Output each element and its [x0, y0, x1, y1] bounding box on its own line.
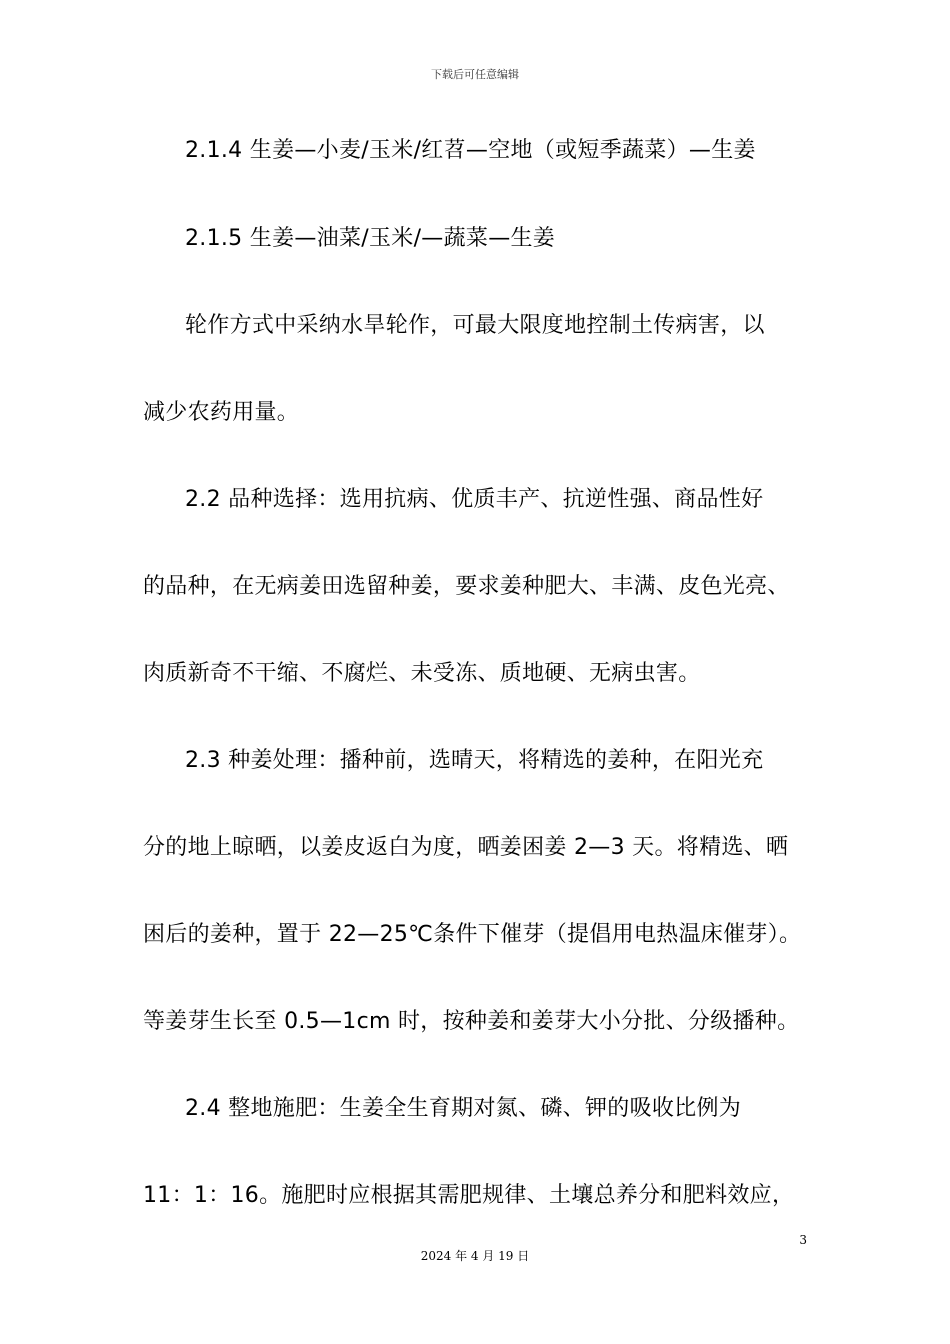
page-number: 3	[799, 1233, 807, 1247]
text-line: 2.3 种姜处理：播种前，选晴天，将精选的姜种，在阳光充	[185, 748, 764, 773]
text-line: 肉质新奇不干缩、不腐烂、未受冻、质地硬、无病虫害。	[143, 661, 701, 686]
text-line: 2.1.4 生姜—小麦/玉米/红苕—空地（或短季蔬菜）—生姜	[185, 138, 756, 163]
text-line: 11：1：16。施肥时应根据其需肥规律、土壤总养分和肥料效应，	[143, 1183, 795, 1208]
text-line: 分的地上晾晒，以姜皮返白为度，晒姜困姜 2—3 天。将精选、晒	[143, 835, 789, 860]
text-line: 2.1.5 生姜—油菜/玉米/—蔬菜—生姜	[185, 226, 556, 251]
page-header: 下载后可任意编辑	[431, 68, 519, 81]
text-line: 等姜芽生长至 0.5—1cm 时，按种姜和姜芽大小分批、分级播种。	[143, 1009, 800, 1034]
page-footer-date: 2024 年 4 月 19 日	[420, 1249, 530, 1263]
text-line: 轮作方式中采纳水旱轮作，可最大限度地控制土传病害，以	[185, 313, 765, 338]
text-line: 2.4 整地施肥：生姜全生育期对氮、磷、钾的吸收比例为	[185, 1096, 742, 1121]
text-line: 的品种，在无病姜田选留种姜，要求姜种肥大、丰满、皮色光亮、	[143, 574, 790, 599]
text-line: 2.2 品种选择：选用抗病、优质丰产、抗逆性强、商品性好	[185, 487, 764, 512]
text-line: 减少农药用量。	[143, 400, 300, 425]
text-line: 困后的姜种，置于 22—25℃条件下催芽（提倡用电热温床催芽）。	[143, 922, 802, 947]
